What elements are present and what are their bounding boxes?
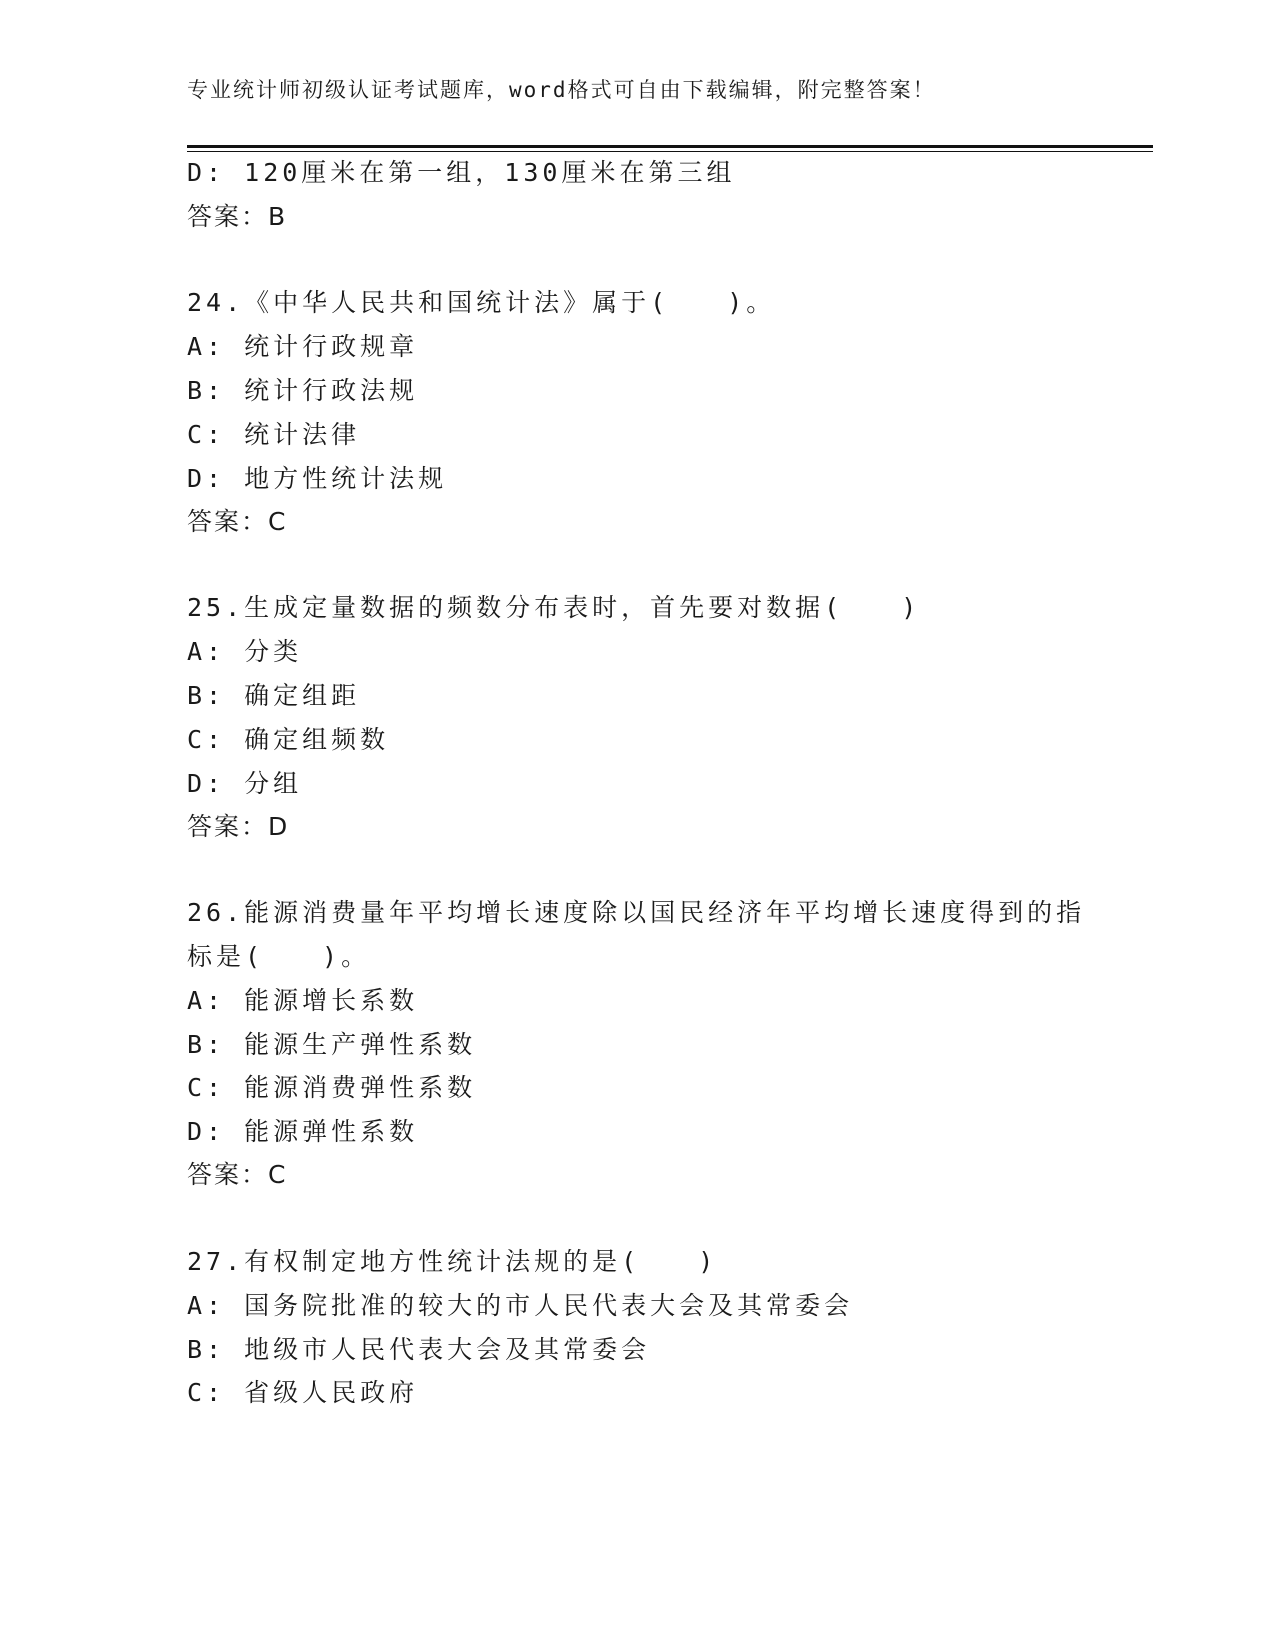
q27-option-b: B: 地级市人民代表大会及其常委会 <box>187 1335 651 1364</box>
q25-option-a: A: 分类 <box>187 637 303 666</box>
q26-stem-line-1: 26.能源消费量年平均增长速度除以国民经济年平均增长速度得到的指 <box>187 898 1086 927</box>
q27-option-c: C: 省级人民政府 <box>187 1378 419 1407</box>
q23-answer: 答案：B <box>187 202 288 231</box>
q27-option-a: A: 国务院批准的较大的市人民代表大会及其常委会 <box>187 1291 854 1320</box>
q23-option-d: D: 120厘米在第一组，130厘米在第三组 <box>187 158 736 187</box>
header-rule-thin <box>187 151 1153 152</box>
q24-option-c: C: 统计法律 <box>187 420 361 449</box>
q26-stem-line-2: 标是( )。 <box>187 942 371 971</box>
q25-option-c: C: 确定组频数 <box>187 725 390 754</box>
q24-option-a: A: 统计行政规章 <box>187 332 419 361</box>
q25-option-d: D: 分组 <box>187 769 303 798</box>
q26-answer: 答案：C <box>187 1160 288 1189</box>
q24-option-b: B: 统计行政法规 <box>187 376 419 405</box>
q25-answer: 答案：D <box>187 812 290 841</box>
page-header: 专业统计师初级认证考试题库，word格式可自由下载编辑，附完整答案！ <box>187 78 936 102</box>
q26-option-a: A: 能源增长系数 <box>187 986 419 1015</box>
q24-answer: 答案：C <box>187 507 288 536</box>
q27-stem: 27.有权制定地方性统计法规的是( ) <box>187 1247 718 1276</box>
header-rule-thick <box>187 145 1153 148</box>
q25-option-b: B: 确定组距 <box>187 681 361 710</box>
q24-option-d: D: 地方性统计法规 <box>187 464 448 493</box>
q26-option-b: B: 能源生产弹性系数 <box>187 1030 477 1059</box>
q26-option-d: D: 能源弹性系数 <box>187 1117 419 1146</box>
q25-stem: 25.生成定量数据的频数分布表时，首先要对数据( ) <box>187 593 921 622</box>
q26-option-c: C: 能源消费弹性系数 <box>187 1073 477 1102</box>
q24-stem: 24.《中华人民共和国统计法》属于( )。 <box>187 288 776 317</box>
